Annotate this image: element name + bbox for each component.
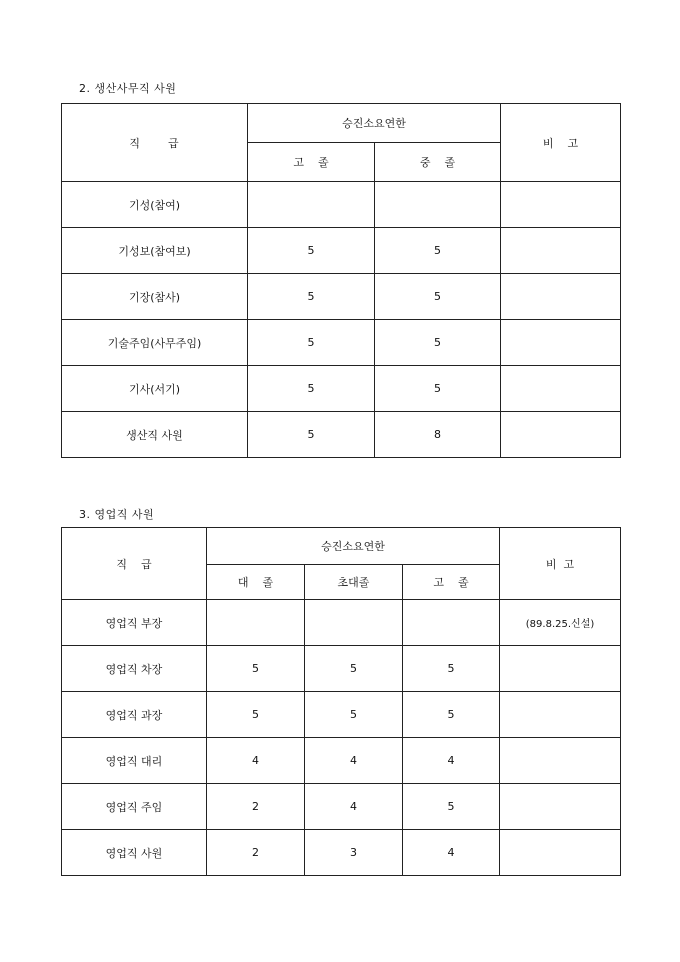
s2-value-cell: 5 bbox=[248, 320, 375, 366]
s3-rank-cell: 영업직 차장 bbox=[62, 646, 207, 692]
table-row bbox=[62, 738, 621, 784]
s3-value-cell: 4 bbox=[305, 738, 403, 784]
table-row bbox=[62, 366, 621, 412]
s3-remark-cell bbox=[500, 692, 621, 738]
s3-header-remark: 비 고 bbox=[500, 528, 621, 600]
s2-header-col1: 고 졸 bbox=[248, 143, 375, 182]
s2-value-cell: 5 bbox=[248, 412, 375, 458]
s2-header-promotion: 승진소요연한 bbox=[248, 104, 501, 143]
s3-header-col3: 고 졸 bbox=[403, 565, 500, 600]
section3-title: 3. 영업직 사원 bbox=[79, 508, 155, 521]
table-row bbox=[62, 228, 621, 274]
s2-value-cell: 5 bbox=[375, 228, 501, 274]
s3-value-cell: 4 bbox=[403, 738, 500, 784]
table-row bbox=[62, 274, 621, 320]
s2-value-cell: 5 bbox=[248, 228, 375, 274]
table-row bbox=[62, 412, 621, 458]
s2-rank-cell: 기장(참사) bbox=[62, 274, 248, 320]
s3-remark-cell: (89.8.25.신설) bbox=[500, 600, 621, 646]
s2-remark-cell bbox=[501, 320, 621, 366]
s3-remark-cell bbox=[500, 738, 621, 784]
s3-value-cell bbox=[207, 600, 305, 646]
s2-remark-cell bbox=[501, 366, 621, 412]
s2-remark-cell bbox=[501, 228, 621, 274]
s3-value-cell: 2 bbox=[207, 784, 305, 830]
s3-rank-cell: 영업직 과장 bbox=[62, 692, 207, 738]
s3-value-cell: 5 bbox=[207, 646, 305, 692]
s2-value-cell bbox=[248, 182, 375, 228]
s2-value-cell: 8 bbox=[375, 412, 501, 458]
s2-value-cell: 5 bbox=[248, 366, 375, 412]
s3-value-cell: 5 bbox=[305, 692, 403, 738]
s3-value-cell: 5 bbox=[305, 646, 403, 692]
s2-value-cell: 5 bbox=[375, 320, 501, 366]
s2-remark-cell bbox=[501, 412, 621, 458]
s2-value-cell: 5 bbox=[375, 274, 501, 320]
s3-rank-cell: 영업직 사원 bbox=[62, 830, 207, 876]
s2-header-remark: 비 고 bbox=[501, 104, 621, 182]
s3-header-col1: 대 졸 bbox=[207, 565, 305, 600]
s3-value-cell: 4 bbox=[207, 738, 305, 784]
table-row bbox=[62, 646, 621, 692]
s3-header-promotion: 승진소요연한 bbox=[207, 528, 500, 565]
s3-value-cell: 2 bbox=[207, 830, 305, 876]
s3-value-cell: 3 bbox=[305, 830, 403, 876]
s3-header-rank: 직 급 bbox=[62, 528, 207, 600]
s2-rank-cell: 기성(참여) bbox=[62, 182, 248, 228]
s2-rank-cell: 기사(서기) bbox=[62, 366, 248, 412]
s3-rank-cell: 영업직 부장 bbox=[62, 600, 207, 646]
table-row bbox=[62, 830, 621, 876]
s2-remark-cell bbox=[501, 182, 621, 228]
s2-rank-cell: 기성보(참여보) bbox=[62, 228, 248, 274]
s3-value-cell: 4 bbox=[305, 784, 403, 830]
s2-value-cell: 5 bbox=[248, 274, 375, 320]
s2-remark-cell bbox=[501, 274, 621, 320]
s2-header-col2: 중 졸 bbox=[375, 143, 501, 182]
s3-remark-cell bbox=[500, 784, 621, 830]
section2-title: 2. 생산사무직 사원 bbox=[79, 82, 177, 95]
table-row bbox=[62, 320, 621, 366]
table-row bbox=[62, 182, 621, 228]
s3-value-cell bbox=[403, 600, 500, 646]
s3-header-col2: 초대졸 bbox=[305, 565, 403, 600]
s3-value-cell: 5 bbox=[207, 692, 305, 738]
s2-header-rank: 직 급 bbox=[62, 104, 248, 182]
s3-rank-cell: 영업직 주임 bbox=[62, 784, 207, 830]
s3-value-cell: 5 bbox=[403, 646, 500, 692]
table-row bbox=[62, 600, 621, 646]
s2-rank-cell: 기술주임(사무주임) bbox=[62, 320, 248, 366]
s2-value-cell bbox=[375, 182, 501, 228]
s3-value-cell: 5 bbox=[403, 692, 500, 738]
s3-rank-cell: 영업직 대리 bbox=[62, 738, 207, 784]
s3-remark-cell bbox=[500, 646, 621, 692]
s3-value-cell: 4 bbox=[403, 830, 500, 876]
s3-remark-cell bbox=[500, 830, 621, 876]
table-row bbox=[62, 784, 621, 830]
s3-value-cell bbox=[305, 600, 403, 646]
section3-table bbox=[61, 527, 621, 876]
table-row bbox=[62, 692, 621, 738]
s3-value-cell: 5 bbox=[403, 784, 500, 830]
s2-value-cell: 5 bbox=[375, 366, 501, 412]
section2-table bbox=[61, 103, 621, 458]
s2-rank-cell: 생산직 사원 bbox=[62, 412, 248, 458]
